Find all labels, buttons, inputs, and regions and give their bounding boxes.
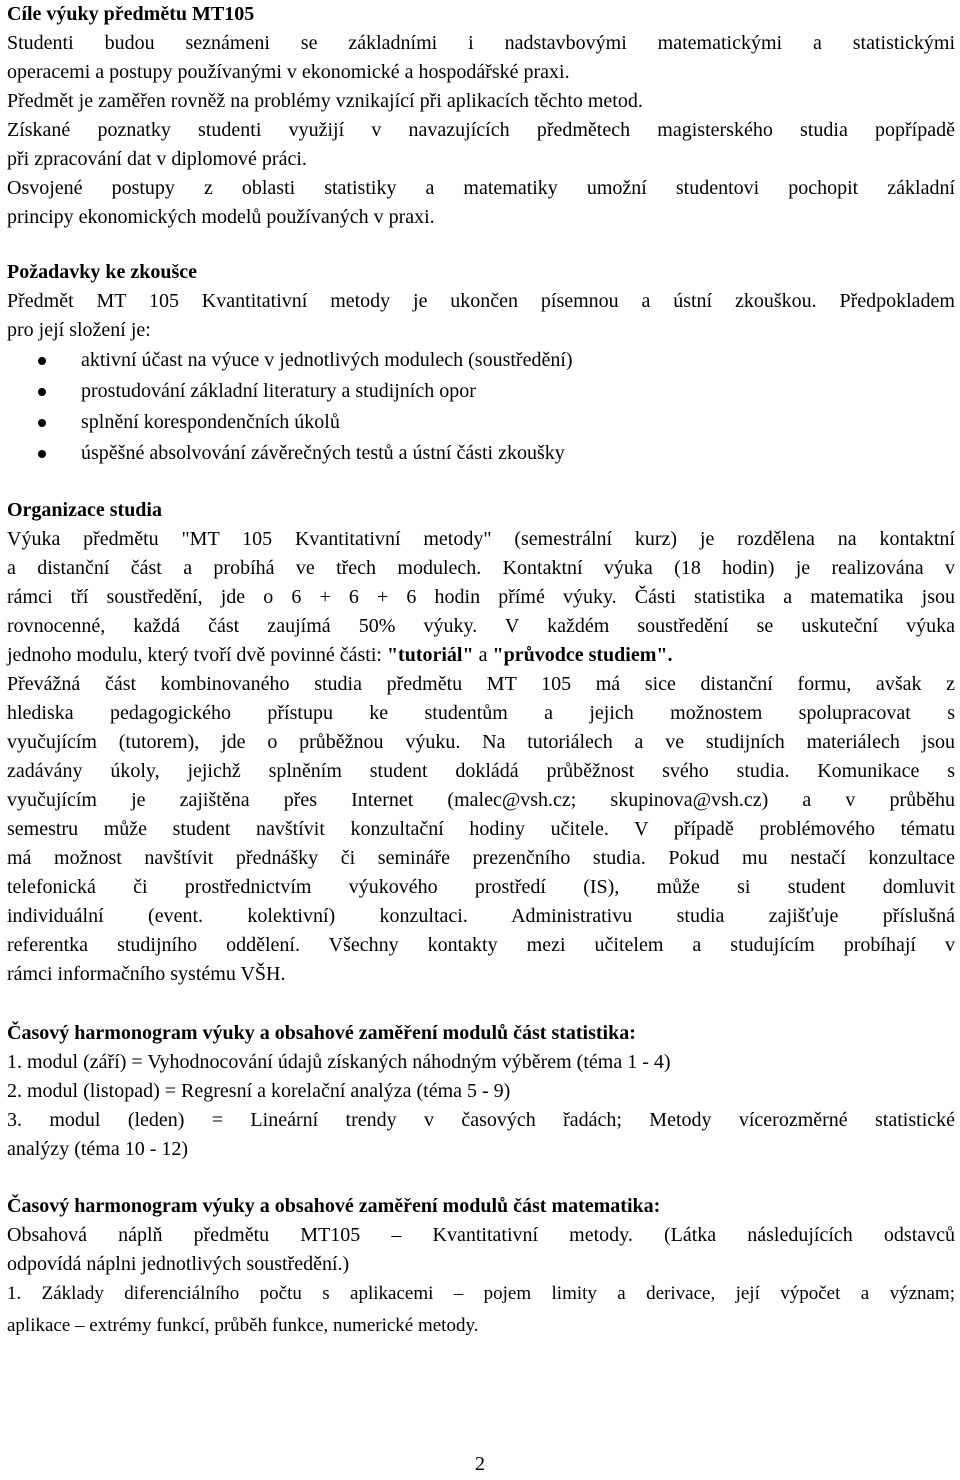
paragraph-line: jednoho modulu, který tvoří dvě povinné části: "tutoriál" a "průvodce studiem".	[7, 644, 673, 666]
paragraph-line: Převážná část kombinovaného studia předmětu MT 105 má sice distanční formu, avšak z	[7, 673, 955, 695]
paragraph-line: Získané poznatky studenti využijí v navazujících předmětech magisterského studia popřípadě	[7, 119, 955, 141]
paragraph-line: semestru může student navštívit konzultační hodiny učitele. V případě problémového tématu	[7, 818, 955, 840]
bullet-icon	[38, 357, 46, 365]
paragraph-line: a distanční část a probíhá ve třech modulech. Kontaktní výuka (18 hodin) je realizována v	[7, 557, 955, 579]
paragraph-line: hlediska pedagogického přístupu ke studentům a jejich možnostem spolupracovat s	[7, 702, 955, 724]
paragraph-line: principy ekonomických modelů používaných v praxi.	[7, 206, 435, 228]
page-number: 2	[475, 1453, 485, 1475]
paragraph-line: Studenti budou seznámeni se základními i nadstavbovými matematickými a statistickými	[7, 32, 955, 54]
list-item: aktivní účast na výuce v jednotlivých modulech (soustředění)	[7, 345, 907, 376]
paragraph-line: 1. Základy diferenciálního počtu s aplikacemi – pojem limity a derivace, její výpočet a význam;	[7, 1283, 955, 1304]
paragraph-line: aplikace – extrémy funkcí, průběh funkce, numerické metody.	[7, 1315, 479, 1336]
paragraph-line: vyučujícím je zajištěna přes Internet (malec@vsh.cz; skupinova@vsh.cz) a v průběhu	[7, 789, 955, 811]
paragraph-line: referentka studijního oddělení. Všechny kontakty mezi učitelem a studujícím probíhají v	[7, 934, 955, 956]
paragraph-line: 3. modul (leden) = Lineární trendy v časových řadách; Metody vícerozměrné statistické	[7, 1109, 955, 1131]
requirements-list	[7, 345, 907, 469]
paragraph-line: vyučujícím (tutorem), jde o průběžnou výuku. Na tutoriálech a ve studijních materiálech jsou	[7, 731, 955, 753]
heading-study-organization: Organizace studia	[7, 499, 162, 521]
paragraph-line: Předmět je zaměřen rovněž na problémy vznikající při aplikacích těchto metod.	[7, 90, 643, 112]
list-item: úspěšné absolvování závěrečných testů a ústní části zkoušky	[7, 438, 907, 469]
bullet-icon	[38, 388, 46, 396]
list-item: prostudování základní literatury a studijních opor	[7, 376, 907, 407]
heading-schedule-statistics: Časový harmonogram výuky a obsahové zaměření modulů část statistika:	[7, 1022, 636, 1044]
paragraph-line: Předmět MT 105 Kvantitativní metody je ukončen písemnou a ústní zkouškou. Předpokladem	[7, 290, 955, 312]
paragraph-line: rovnocenné, každá část zaujímá 50% výuky. V každém soustředění se uskuteční výuka	[7, 615, 955, 637]
paragraph-line: 1. modul (září) = Vyhodnocování údajů získaných náhodným výběrem (téma 1 - 4)	[7, 1051, 671, 1073]
paragraph-line: při zpracování dat v diplomové práci.	[7, 148, 307, 170]
bullet-icon	[38, 419, 46, 427]
paragraph-line: Výuka předmětu "MT 105 Kvantitativní metody" (semestrální kurz) je rozdělena na kontaktní	[7, 528, 955, 550]
paragraph-line: telefonická či prostřednictvím výukového prostředí (IS), může si student domluvit	[7, 876, 955, 898]
paragraph-line: odpovídá náplni jednotlivých soustředění.)	[7, 1253, 350, 1275]
paragraph-line: má možnost navštívit přednášky či semináře prezenčního studia. Pokud mu nestačí konzultace	[7, 847, 955, 869]
paragraph-line: zadávány úkoly, jejichž splněním student dokládá průběžnost svého studia. Komunikace s	[7, 760, 955, 782]
paragraph-line: rámci tří soustředění, jde o 6 + 6 + 6 hodin přímé výuky. Části statistika a matematika jsou	[7, 586, 955, 608]
paragraph-line: 2. modul (listopad) = Regresní a korelační analýza (téma 5 - 9)	[7, 1080, 511, 1102]
bullet-icon	[38, 450, 46, 458]
heading-exam-requirements: Požadavky ke zkoušce	[7, 261, 197, 283]
paragraph-line: Obsahová náplň předmětu MT105 – Kvantitativní metody. (Látka následujících odstavců	[7, 1224, 955, 1246]
paragraph-line: individuální (event. kolektivní) konzultaci. Administrativu studia zajišťuje příslušná	[7, 905, 955, 927]
heading-course-goals: Cíle výuky předmětu MT105	[7, 3, 255, 25]
paragraph-line: Osvojené postupy z oblasti statistiky a matematiky umožní studentovi pochopit základní	[7, 177, 955, 199]
paragraph-line: pro její složení je:	[7, 319, 151, 341]
paragraph-line: analýzy (téma 10 - 12)	[7, 1138, 189, 1160]
paragraph-line: rámci informačního systému VŠH.	[7, 963, 286, 985]
list-item: splnění korespondenčních úkolů	[7, 407, 907, 438]
paragraph-line: operacemi a postupy používanými v ekonomické a hospodářské praxi.	[7, 61, 570, 83]
heading-schedule-mathematics: Časový harmonogram výuky a obsahové zaměření modulů část matematika:	[7, 1195, 661, 1217]
